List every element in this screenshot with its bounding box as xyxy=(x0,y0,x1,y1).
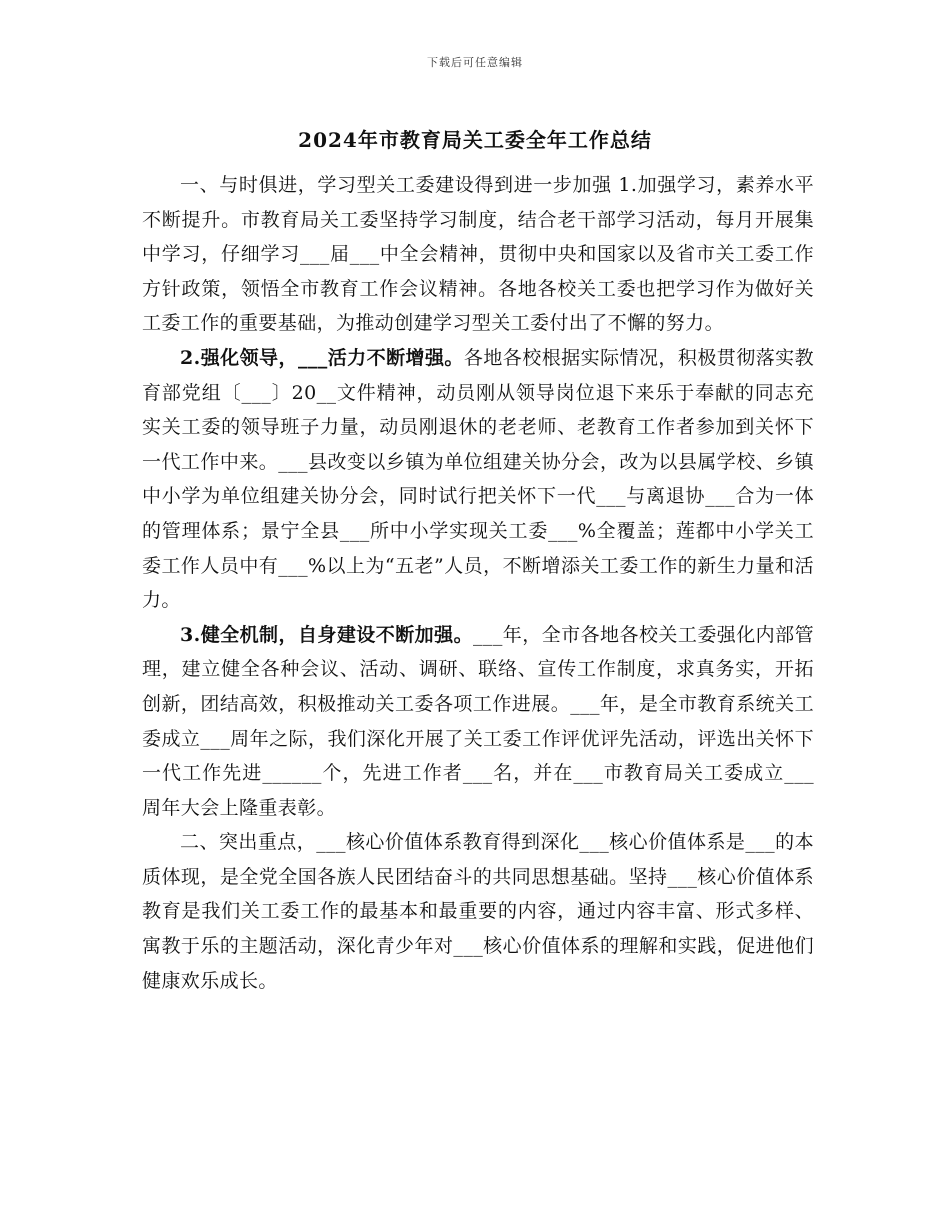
paragraph xyxy=(142,618,814,826)
paragraph-text: 各地各校根据实际情况，积极贯彻落实教育部党组〔___〕20__文件精神，动员刚从领导岗位退下来乐于奉献的同志充实关工委的领导班子力量，动员刚退休的老老师、老教育工作者参加到关怀下一代工作中来。___县改变以乡镇为单位组建关协分会，改为以县属学校、乡镇中小学为单位组建关协分会，同时试行把关怀下一代___与离退协___合为一体的管理体系；景宁全县___所中小学实现关工委___%全覆盖；莲都中小学关工委工作人员中有___%以上为“五老”人员，不断增添关工委工作的新生力量和活力。 xyxy=(142,346,814,612)
document-title: 2024年市教育局关工委全年工作总结 xyxy=(298,128,652,152)
paragraph-heading: 3.健全机制，自身建设不断加强。 xyxy=(180,623,474,646)
paragraph xyxy=(142,168,814,341)
paragraph-text: ___年，全市各地各校关工委强化内部管理，建立健全各种会议、活动、调研、联络、宣传工作制度，求真务实，开拓创新，团结高效，积极推动关工委各项工作进展。___年，是全市教育系统关工委成立___周年之际，我们深化开展了关工委工作评优评先活动，评选出关怀下一代工作先进______个，先进工作者___名，并在___市教育局关工委成立___周年大会上隆重表彰。 xyxy=(142,623,814,819)
document-body xyxy=(142,168,814,998)
paragraph-heading: 2.强化领导，___活力不断增强。 xyxy=(180,346,464,369)
paragraph xyxy=(142,825,814,998)
paragraph xyxy=(142,341,814,618)
header-note: 下载后可任意编辑 xyxy=(427,56,523,69)
paragraph-text: 一、与时俱进，学习型关工委建设得到进一步加强 1.加强学习，素养水平不断提升。市教育局关工委坚持学习制度，结合老干部学习活动，每月开展集中学习，仔细学习___届___中全会精神，贯彻中央和国家以及省市关工委工作方针政策，领悟全市教育工作会议精神。各地各校关工委也把学习作为做好关工委工作的重要基础，为推动创建学习型关工委付出了不懈的努力。 xyxy=(142,174,814,335)
paragraph-text: 二、突出重点，___核心价值体系教育得到深化___核心价值体系是___的本质体现，是全党全国各族人民团结奋斗的共同思想基础。坚持___核心价值体系教育是我们关工委工作的最基本和最重要的内容，通过内容丰富、形式多样、寓教于乐的主题活动，深化青少年对___核心价值体系的理解和实践，促进他们健康欢乐成长。 xyxy=(142,831,814,992)
